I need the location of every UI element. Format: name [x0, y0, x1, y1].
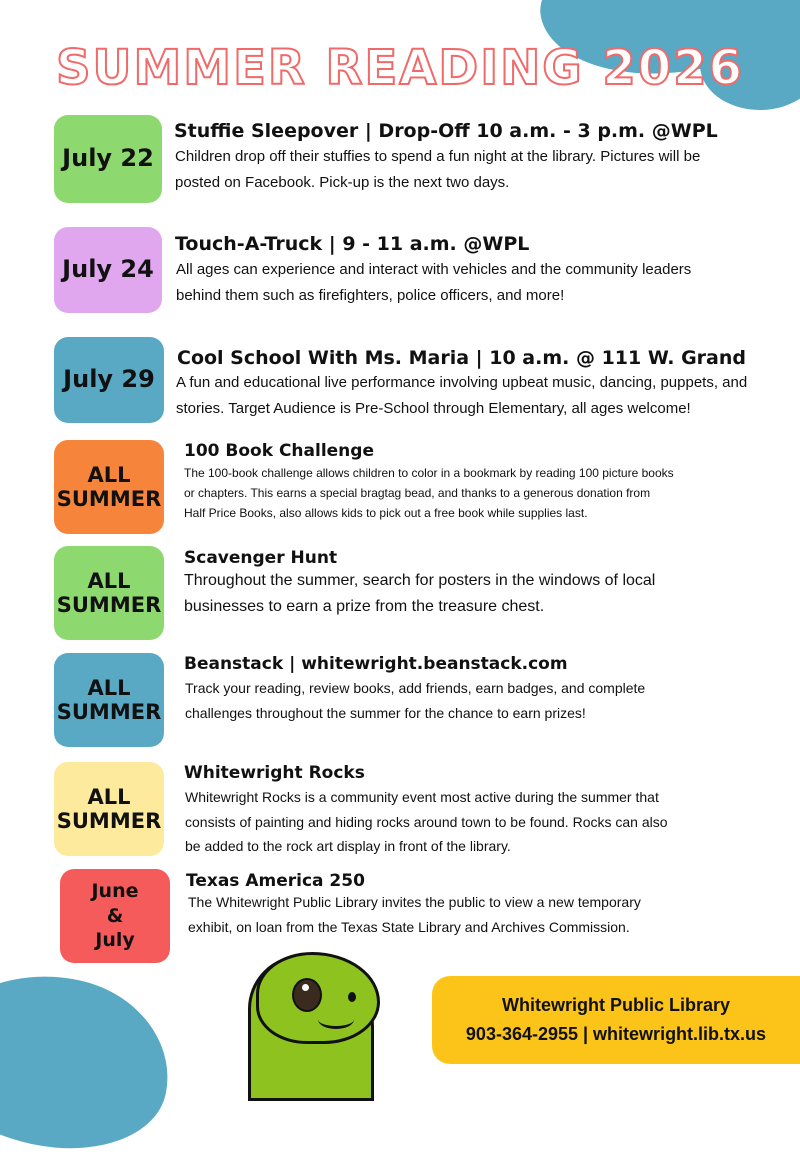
decor-blob-bottom [0, 953, 185, 1169]
date-badge [54, 762, 164, 856]
event-heading: Touch-A-Truck | 9 - 11 a.m. @WPL [175, 233, 530, 255]
event-heading: 100 Book Challenge [184, 441, 374, 461]
badge-line: July 29 [63, 365, 155, 394]
date-badge [54, 337, 164, 423]
event-heading: Scavenger Hunt [184, 548, 338, 568]
badge-line: July 22 [62, 144, 154, 173]
badge-line: SUMMER [56, 593, 162, 617]
badge-line: ALL [87, 568, 131, 593]
event-description: A fun and educational live performance involving upbeat music, dancing, puppets, and stories. Target Audience is Pre-School through Elementary, all ages welcome! [176, 374, 748, 418]
event-description: Whitewright Rocks is a community event most active during the summer that consists of painting and hiding rocks around town to be found. Rocks can also be added to the rock art display in front of the library. [185, 789, 668, 854]
event-heading: Whitewright Rocks [184, 763, 365, 783]
page-title: SUMMER READING 2026 [55, 40, 744, 96]
event-description: Children drop off their stuffies to spend a fun night at the library. Pictures will be posted on Facebook. Pick-up is the next two days. [175, 148, 701, 192]
badge-line: & [106, 904, 124, 927]
dino-nostril [348, 992, 356, 1002]
library-contact: 903-364-2955 | whitewright.lib.tx.us [465, 1024, 767, 1044]
badge-line: ALL [87, 462, 131, 487]
event-heading: Stuffie Sleepover | Drop-Off 10 a.m. - 3 p.m. @WPL [174, 120, 718, 142]
badge-line: ALL [87, 784, 131, 809]
contact-footer [432, 976, 800, 1064]
event-heading: Beanstack | whitewright.beanstack.com [184, 654, 568, 674]
date-badge [60, 869, 170, 963]
event-heading: Cool School With Ms. Maria | 10 a.m. @ 111 W. Grand [177, 347, 746, 369]
badge-line: SUMMER [56, 487, 162, 511]
library-name: Whitewright Public Library [501, 995, 730, 1016]
event-description: Track your reading, review books, add friends, earn badges, and complete challenges throughout the summer for the chance to earn prizes! [185, 680, 646, 721]
date-badge [54, 653, 164, 747]
badge-line: SUMMER [56, 809, 162, 833]
event-description: The 100-book challenge allows children to color in a bookmark by reading 100 picture books or chapters. This earns a special bragtag bead, and thanks to a generous donation from Half Price Books, also allows kids to pick out a free book while supplies last. [184, 466, 674, 520]
badge-line: ALL [87, 675, 131, 700]
date-badge [54, 546, 164, 640]
event-description: The Whitewright Public Library invites the public to view a new temporary exhibit, on loan from the Texas State Library and Archives Commission. [188, 894, 641, 935]
date-badge [54, 227, 162, 313]
badge-line: SUMMER [56, 700, 162, 724]
date-badge [54, 115, 162, 203]
dino-eye-highlight [302, 984, 309, 991]
badge-line: July 24 [62, 255, 154, 284]
badge-line: July [95, 929, 135, 952]
dino-mouth [318, 1010, 354, 1029]
date-badge [54, 440, 164, 534]
badge-line: June [91, 879, 139, 902]
event-description: All ages can experience and interact with vehicles and the community leaders behind them such as firefighters, police officers, and more! [176, 261, 692, 305]
event-heading: Texas America 250 [186, 871, 365, 891]
event-description: Throughout the summer, search for posters in the windows of local businesses to earn a prize from the treasure chest. [184, 572, 656, 615]
dino-eye [292, 978, 322, 1012]
